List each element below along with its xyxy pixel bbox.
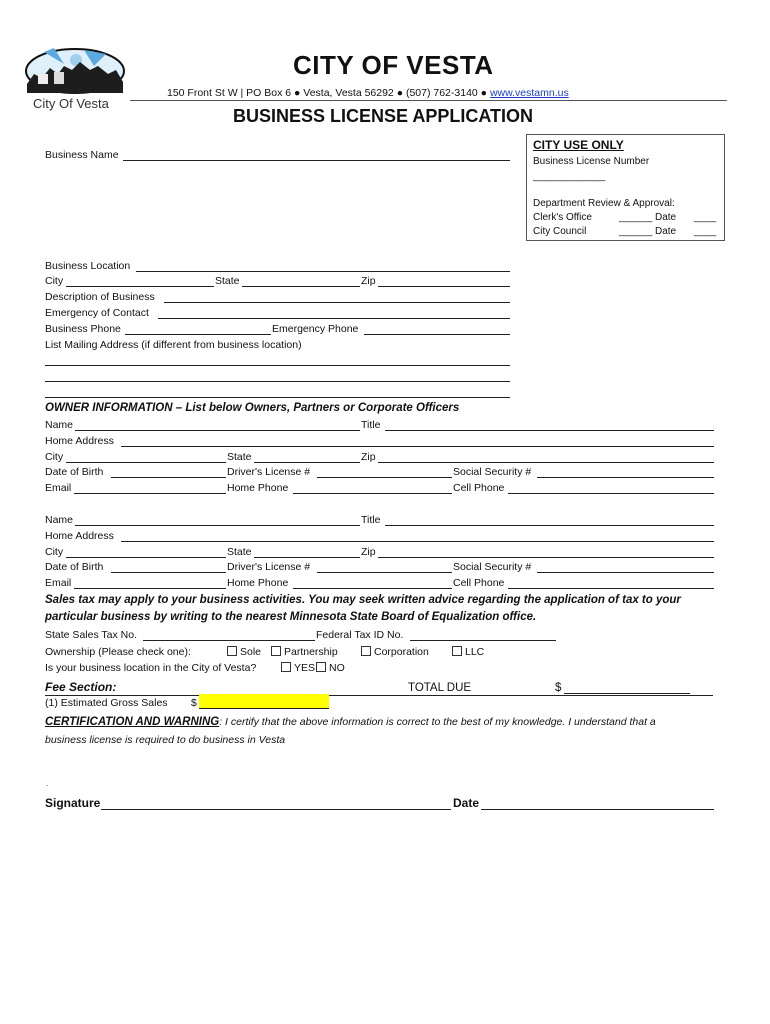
clerk-date-label: Date [655, 212, 677, 223]
total-due-field[interactable] [564, 682, 690, 694]
yes-label: YES [294, 662, 316, 674]
header-rule [130, 100, 727, 101]
owner2-title-field[interactable] [385, 514, 714, 526]
mailing-line-3[interactable] [45, 397, 510, 398]
owner1-name-label: Name [45, 419, 74, 431]
description-field[interactable] [164, 291, 510, 303]
owner2-state-label: State [227, 546, 252, 558]
owner2-city-field[interactable] [66, 546, 226, 558]
owner1-license-label: Driver's License # [227, 466, 311, 478]
in-city-yes-option[interactable] [281, 661, 315, 675]
review-label: Department Review & Approval: [533, 198, 675, 209]
owner1-name-field[interactable] [75, 419, 360, 431]
fee-heading: Fee Section: [45, 680, 117, 694]
clerk-blank: ______ [619, 212, 653, 223]
certification-text-2: business license is required to do business in Vesta [45, 734, 286, 746]
no-checkbox[interactable] [316, 662, 326, 672]
owner2-ssn-label: Social Security # [453, 561, 532, 573]
owner2-address-label: Home Address [45, 530, 114, 542]
owner1-title-label: Title [361, 419, 381, 431]
owner2-title-label: Title [361, 514, 381, 526]
website-link[interactable]: www.vestamn.us [489, 87, 569, 99]
clerk-date-blank: ____ [694, 212, 717, 223]
in-city-no-option[interactable] [316, 661, 345, 675]
signature-field[interactable] [101, 797, 451, 810]
owner2-name-label: Name [45, 514, 74, 526]
sole-label: Sole [240, 646, 262, 658]
business-phone-field[interactable] [125, 323, 271, 335]
owner2-license-label: Driver's License # [227, 561, 311, 573]
owner1-license-field[interactable] [317, 466, 452, 478]
tax-notice-line-2: particular business by writing to the nearest Minnesota State Board of Equalization office. [45, 611, 537, 623]
owner1-cell-phone-label: Cell Phone [453, 482, 505, 494]
ownership-corporation-option[interactable] [361, 645, 429, 659]
certification-body-1: : I certify that the above information is correct to the best of my knowledge. I understand that a [219, 716, 656, 728]
owner2-cell-phone-field[interactable] [508, 577, 714, 589]
llc-label: LLC [465, 646, 485, 658]
owner1-ssn-field[interactable] [537, 466, 714, 478]
city-logo [24, 44, 126, 94]
owner2-home-phone-label: Home Phone [227, 577, 289, 589]
council-date-label: Date [655, 226, 677, 237]
owner-heading: OWNER INFORMATION – List below Owners, Partners or Corporate Officers [45, 402, 460, 414]
license-number-label: Business License Number [533, 156, 650, 167]
ownership-partnership-option[interactable] [271, 645, 338, 659]
owner2-state-field[interactable] [254, 546, 360, 558]
no-label: NO [329, 662, 345, 674]
header-address [167, 86, 569, 100]
ownership-label: Ownership (Please check one): [45, 646, 191, 658]
description-label: Description of Business [45, 291, 155, 303]
emergency-contact-label: Emergency of Contact [45, 307, 149, 319]
llc-checkbox[interactable] [452, 646, 462, 656]
owner1-zip-label: Zip [361, 451, 376, 463]
owner1-ssn-label: Social Security # [453, 466, 532, 478]
business-state-field[interactable] [242, 275, 360, 287]
mailing-line-1[interactable] [45, 365, 510, 366]
city-use-heading: CITY USE ONLY [533, 138, 624, 152]
business-phone-label: Business Phone [45, 323, 121, 335]
ownership-sole-option[interactable] [227, 645, 261, 659]
owner2-name-field[interactable] [75, 514, 360, 526]
partnership-label: Partnership [284, 646, 338, 658]
owner1-dob-label: Date of Birth [45, 466, 104, 478]
council-label: City Council [533, 226, 587, 237]
mailing-address-label: List Mailing Address (if different from business location) [45, 339, 302, 351]
council-date-blank: ____ [694, 226, 717, 237]
business-zip-label: Zip [361, 275, 376, 287]
partnership-checkbox[interactable] [271, 646, 281, 656]
owner2-dob-field[interactable] [111, 561, 226, 573]
business-name-label: Business Name [45, 149, 119, 161]
yes-checkbox[interactable] [281, 662, 291, 672]
logo-caption: City Of Vesta [33, 96, 109, 111]
owner1-city-label: City [45, 451, 64, 463]
emergency-phone-field[interactable] [364, 323, 510, 335]
owner2-email-label: Email [45, 577, 72, 589]
business-location-label: Business Location [45, 260, 131, 272]
emergency-contact-field[interactable] [158, 307, 510, 319]
council-blank: ______ [619, 226, 653, 237]
gross-sales-dollar: $ [191, 697, 197, 709]
gross-sales-field[interactable] [199, 694, 329, 709]
date-label: Date [453, 796, 480, 810]
federal-tax-label: Federal Tax ID No. [316, 629, 404, 641]
owner1-city-field[interactable] [66, 451, 226, 463]
city-use-box [526, 134, 725, 241]
state-tax-field[interactable] [143, 629, 315, 641]
business-location-field[interactable] [136, 260, 510, 272]
date-field[interactable] [481, 797, 714, 810]
business-state-label: State [215, 275, 240, 287]
business-city-label: City [45, 275, 64, 287]
owner1-address-field[interactable] [121, 435, 714, 447]
owner1-state-field[interactable] [254, 451, 360, 463]
owner2-city-label: City [45, 546, 64, 558]
corporation-label: Corporation [374, 646, 429, 658]
owner1-title-field[interactable] [385, 419, 714, 431]
owner2-home-phone-field[interactable] [293, 577, 452, 589]
gross-sales-label: (1) Estimated Gross Sales [45, 697, 168, 709]
owner2-dob-label: Date of Birth [45, 561, 104, 573]
owner2-cell-phone-label: Cell Phone [453, 577, 505, 589]
business-name-field[interactable] [123, 149, 510, 161]
owner1-dob-field[interactable] [111, 466, 226, 478]
corporation-checkbox[interactable] [361, 646, 371, 656]
owner1-email-label: Email [45, 482, 72, 494]
sole-checkbox[interactable] [227, 646, 237, 656]
page-title: CITY OF VESTA [293, 50, 494, 80]
certification-heading: CERTIFICATION AND WARNING [45, 716, 220, 728]
owner1-state-label: State [227, 451, 252, 463]
address-text: 150 Front St W | PO Box 6 ● Vesta, Vesta 56292 ● (507) 762-3140 ● [167, 87, 488, 99]
business-city-field[interactable] [66, 275, 214, 287]
owner1-home-phone-field[interactable] [293, 482, 452, 494]
mailing-line-2[interactable] [45, 381, 510, 382]
signature-label: Signature [45, 796, 101, 810]
tax-notice-line-1: Sales tax may apply to your business activities. You may seek written advice regarding the application of tax to your [45, 594, 681, 606]
owner2-email-field[interactable] [74, 577, 226, 589]
certification-text-1 [45, 715, 656, 729]
emergency-phone-label: Emergency Phone [272, 323, 359, 335]
owner2-zip-label: Zip [361, 546, 376, 558]
owner2-zip-field[interactable] [378, 546, 714, 558]
owner1-address-label: Home Address [45, 435, 114, 447]
owner1-zip-field[interactable] [378, 451, 714, 463]
owner2-address-field[interactable] [121, 530, 714, 542]
owner2-ssn-field[interactable] [537, 561, 714, 573]
federal-tax-field[interactable] [410, 629, 556, 641]
total-due-label: TOTAL DUE [408, 682, 472, 694]
license-number-blank: _____________ [533, 171, 606, 182]
owner1-email-field[interactable] [74, 482, 226, 494]
stray-dot: . [46, 779, 49, 788]
total-due-dollar: $ [555, 682, 562, 694]
state-tax-label: State Sales Tax No. [45, 629, 138, 641]
in-city-question: Is your business location in the City of Vesta? [45, 662, 257, 674]
ownership-llc-option[interactable] [452, 645, 484, 659]
owner1-cell-phone-field[interactable] [508, 482, 714, 494]
form-title: BUSINESS LICENSE APPLICATION [233, 106, 534, 126]
clerk-label: Clerk's Office [533, 212, 592, 223]
owner2-license-field[interactable] [317, 561, 452, 573]
business-zip-field[interactable] [378, 275, 510, 287]
owner1-home-phone-label: Home Phone [227, 482, 289, 494]
